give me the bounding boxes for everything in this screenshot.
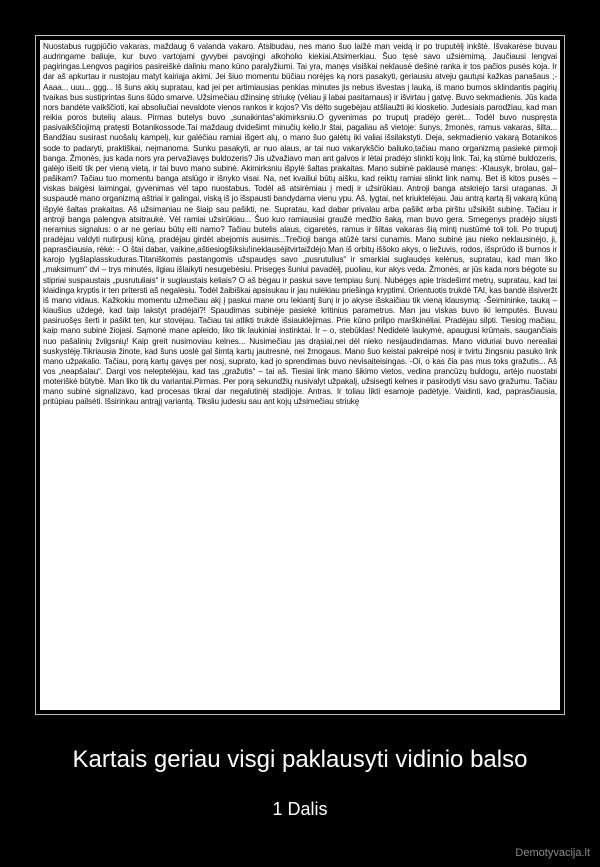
- poster-frame: [35, 35, 565, 715]
- caption-title: Kartais geriau visgi paklausyti vidinio balso: [72, 746, 528, 773]
- story-text: Nuostabus rugpjūčio vakaras, maždaug 6 valanda vakaro. Atsibudau, nes mano šuo laižė man veidą ir po truputėlį inkštė. Išvakarėse buvau audringame baliuje, kur buvo vartojami gyvybei pavojingi alkoholio kiekiai.Atsimerkiau. Šuo tęsė savo užsiėmimą. Jaučiausi lengvai pagiringas.Lengvos pagirios pasireiškė daliniu mano kūno paralyžiumi. Tai yra, manęs visiškai neklausė dešinė ranka ir tos pačios pusės koja. Ir dar aš apkurtau ir nustojau matyt kairiąja akimi. Jei šiuo momentu būčiau norėjęs ką nors pasakyti, geriausiu atveju gautųsi kažkas panašaus ;- Aaaa... uuu... ggg... Iš šuns akių supratau, kad jei per artimiausias penkias minutes jis nebus išvestas į lauką, iš mano burnos sklindantis pagirių tvaikas bus sustiprintas šuns šūdo smarve. Užsimečiau džinsinę striukę (vėliau ji labai pasitarnaus) ir išvirtau į gatvę. Buvo sekmadienis. Jūs kada nors bandėte vaikščioti, kai absoliučiai nevaldote vienos rankos ir kojos? Vis dėlto sugebėjau atšliaužti iki kioskelio. Judesiais parodžiau, kad man reikia poros butelių alaus. Pirmas butelys buvo „sunaikintas“akimirksniu.O gyvenimas po truputį pradėjo gerėt... Todėl buvo nuspręsta pasivaikščiojimą pratęsti Botanikossode.Tai maždaug dvidešimt minučių kelio.Ir štai, pagaliau aš vietoje: šunys, žmonės, ramus vakaras, šilta... Bandžiau susirast nuošalų kampelį, kur galėčiau ramiai išgert alų, o mano šuo galėtų iki valiai išsilakstyti. Deja, sekmadienio vakarą Botanikos sode to padaryti, praktiškai, neįmanoma. Sunku pasakyti, ar nuo alaus, ar tai nuo vakarykščio baliuko,tačiau mano organizmą pasiekė pirmoji banga. Žmonės, jus kada nors yra pervažiavęs buldozeris? Jis užvažiavo man ant galvos ir lėtai pradėjo slinkti kojų link. Tai, ką stūmė buldozeris, galėjo išeiti tik per vieną vietą, ir tai buvo mano subinė. Akimirksniu išpylė šaltas prakaitas. Mano subinė paklausė manęs: -Klausyk, brolau, gal–pašikam? Tačiau tuo momentu banga atslūgo ir išnyko visai. Na, net kvailiui būtų aišku, kad reiktų ramiai slinkt link namų. Bet iš kitos pusės – viskas baigėsi laimingai, gyvenimas vėl tapo nuostabus. Todėl aš atsirėmiau į medį ir užsirūkiau. Antroji banga atskriejo tarsi uraganas. Ji suspaudė mano organizmą aštriai ir galingai, viską iš jo išspausti bandydama vienu ypu. Aš, lygtai, net kriuktelėjau. Jau antrą kartą šį vakarą kūną išpylė šaltas prakaitas. Aš užsimaniau ne šiaip sau pašikti, ne. Supratau, kad dabar privalau arba pašikt arba pirštu užsikišt subinę. Tačiau ir antroji banga palengva atsitraukė. Vėl ramiai užsirūkiau... Šuo kuo ramiausiai graužė medžio šaką, man buvo gera. Smegenys pradėjo siųsti neramius signalus: o ar ne geriau būtų eiti namo? Tačiau butelis alaus, cigaretės, ramus ir šiltas vakaras šią mintį nustūmė toli toli. Po truputį pradėjau valdyti nutirpusį kūną, pradėjau girdėt abejomis ausimis...Trečioji banga atūžė tarsi cunamis. Mano subinė jau nieko neklausinėjo, ji, paprasčiausia, rėkė: - O štai dabar, vaikine,aštiesiogšiksiu!ineklausėjitvirtaiždėjo.Man iš orbitų iššoko akys, o liežuvis, rodos, išsprūdo iš burnos ir karojo lygšlaplasskuduras.Titaniškomis pastangomis užspaudęs savo „pusrutulius“ ir smarkiai suglaudęs kelėnus, supratau, kad man liko „maksimum“ dvi – trys minutės, ilgiau išlaikyti nesugebėsiu. Prisegęs šuniui pavadėlį, puoliau, kur akys veda. Žmonės, ar jūs kada nors bėgote su stipriai suspaustais „pusrutuliais“ ir suglaustais keliais? O aš bėgau ir paskui save tempiau šunį. Nubėgęs apie trisdešimt metrų, supratau, kad tai klaidinga kryptis ir ten pritersti aš negalėsiu. Todėl žaibiškai apsisukau ir jau nulėkiau priešinga kryptimi. Orientuotis trukdė TAI, kas bandė išsiveržt iš mano vidaus. Kažkokiu momentu užmečiau akį į paskui mane oru lekiantį šunį ir jo akyse išskaičiau tik vieną klausymą: -Šeimininke, tauką – kiaušius uždegė, kad taip lakstyt pradėjai?! Spaudimas subinėje pasiekė kritinius parametrus. Man jau viskas buvo iki lemputės. Buvau pasiruošęs šerti ir pašikt ten, kur stovėjau. Tačiau tai atlikti trukdė išsiauklėjimas. Prie kūno prilipo marškinėliai. Pradėjau silpti. Tiesiog mačiau, kaip mano subinė žiojasi. Sąmonė mane apleido, liko tik laukiniai instinktai. Ir – o, stebūklas! Nedidelė laukymė, apaugusi krūmais, saugančiais nuo pašalinių žvilgsnių! Kaip greit nusimoviau kelnes... Nusimečiau jas drąsiai,nei dėl nieko nesijaudindamas. Mano viduriai buvo nerealiai suskystėję.Tikriausia žinote, kad šuns uoslė gal šimtą kartų jautresnė, nei žmogaus. Mano šuo keistai pakreipė nosį ir tvirtu žingsniu pasuko link mano užpakalio. Tačiau, porą kartų gavęs per nosį, suprato, kad jo sprendimas buvo nevisaiteisingas. -Oi, o kas čia pas mus toks gražutis... Aš vos „neapšalau“. Dargi vos neleptelėjau, kad tas „gražutis“ – tai aš. Tiesiai link mano šikimo vietos, vedina prancūzų buldogu, artėjo nuostabi moteriškė būtybė. Man liko tik du variantai.Pirmas. Per porą sekundžių nusivalyt užpakalį, užsisegti kelnes ir pasirodyti visu savo gražumu. Tačiau mano subinė signalizavo, kad procesas tikrai dar negalutinėj stadijoje. Antras. Ir toliau likti esamoje padėtyje. Vaidinti, kad, paprasčiausia, pritūpiau pailsėti. Išsirinkau antrąjį variantą. Tiksliu judesiu sau ant kojų užsimečiau striukę: [43, 42, 557, 407]
- site-watermark: Demotyvacija.lt: [515, 847, 590, 859]
- caption-subtitle: 1 Dalis: [272, 799, 328, 819]
- poster-image: [40, 40, 560, 710]
